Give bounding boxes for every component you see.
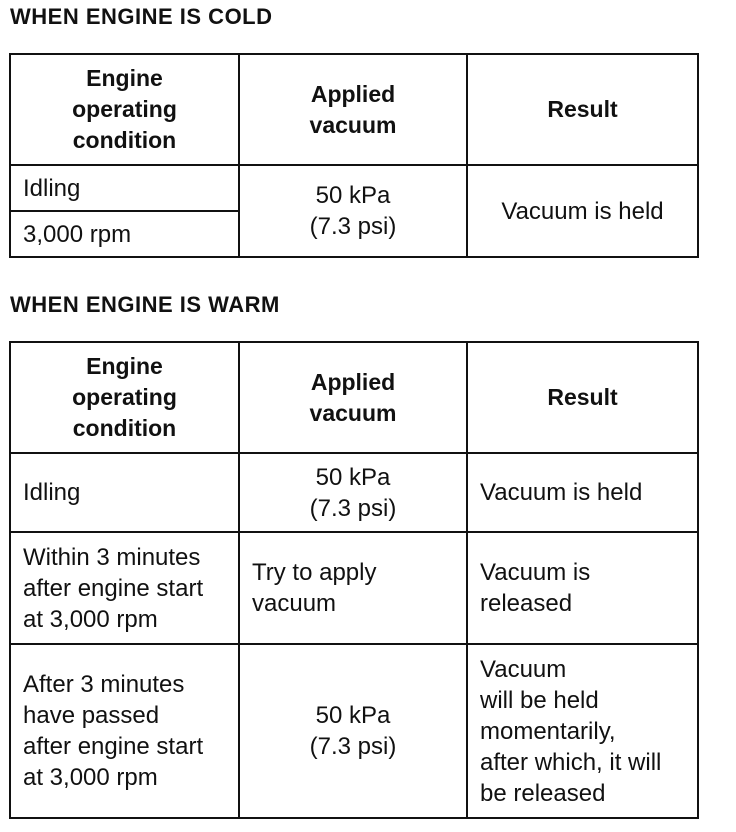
condition-cell: Within 3 minutes after engine start at 3,000 rpm xyxy=(10,532,239,644)
header-applied-vacuum: Applied vacuum xyxy=(239,54,467,165)
header-engine-condition: Engine operating condition xyxy=(10,342,239,453)
table-row xyxy=(10,532,698,644)
condition-cell: Idling xyxy=(10,165,239,211)
condition-cell: Idling xyxy=(10,453,239,532)
table-header-row xyxy=(10,342,698,453)
applied-vacuum-cell: 50 kPa (7.3 psi) xyxy=(239,165,467,257)
applied-vacuum-cell: 50 kPa (7.3 psi) xyxy=(239,644,467,818)
header-engine-condition: Engine operating condition xyxy=(10,54,239,165)
result-cell: Vacuum will be held momentarily, after which, it will be released xyxy=(467,644,698,818)
header-result: Result xyxy=(467,342,698,453)
result-cell: Vacuum is released xyxy=(467,532,698,644)
condition-cell: After 3 minutes have passed after engine start at 3,000 rpm xyxy=(10,644,239,818)
table-row xyxy=(10,453,698,532)
cold-engine-table xyxy=(9,53,699,258)
applied-vacuum-cell: 50 kPa (7.3 psi) xyxy=(239,453,467,532)
applied-vacuum-cell: Try to apply vacuum xyxy=(239,532,467,644)
condition-cell: 3,000 rpm xyxy=(10,211,239,257)
table-row xyxy=(10,644,698,818)
header-result: Result xyxy=(467,54,698,165)
header-applied-vacuum: Applied vacuum xyxy=(239,342,467,453)
table-row xyxy=(10,165,698,211)
warm-section-heading: WHEN ENGINE IS WARM xyxy=(10,292,280,317)
result-cell: Vacuum is held xyxy=(467,165,698,257)
warm-engine-table xyxy=(9,341,699,819)
result-cell: Vacuum is held xyxy=(467,453,698,532)
table-header-row xyxy=(10,54,698,165)
cold-section-heading: WHEN ENGINE IS COLD xyxy=(10,4,273,29)
